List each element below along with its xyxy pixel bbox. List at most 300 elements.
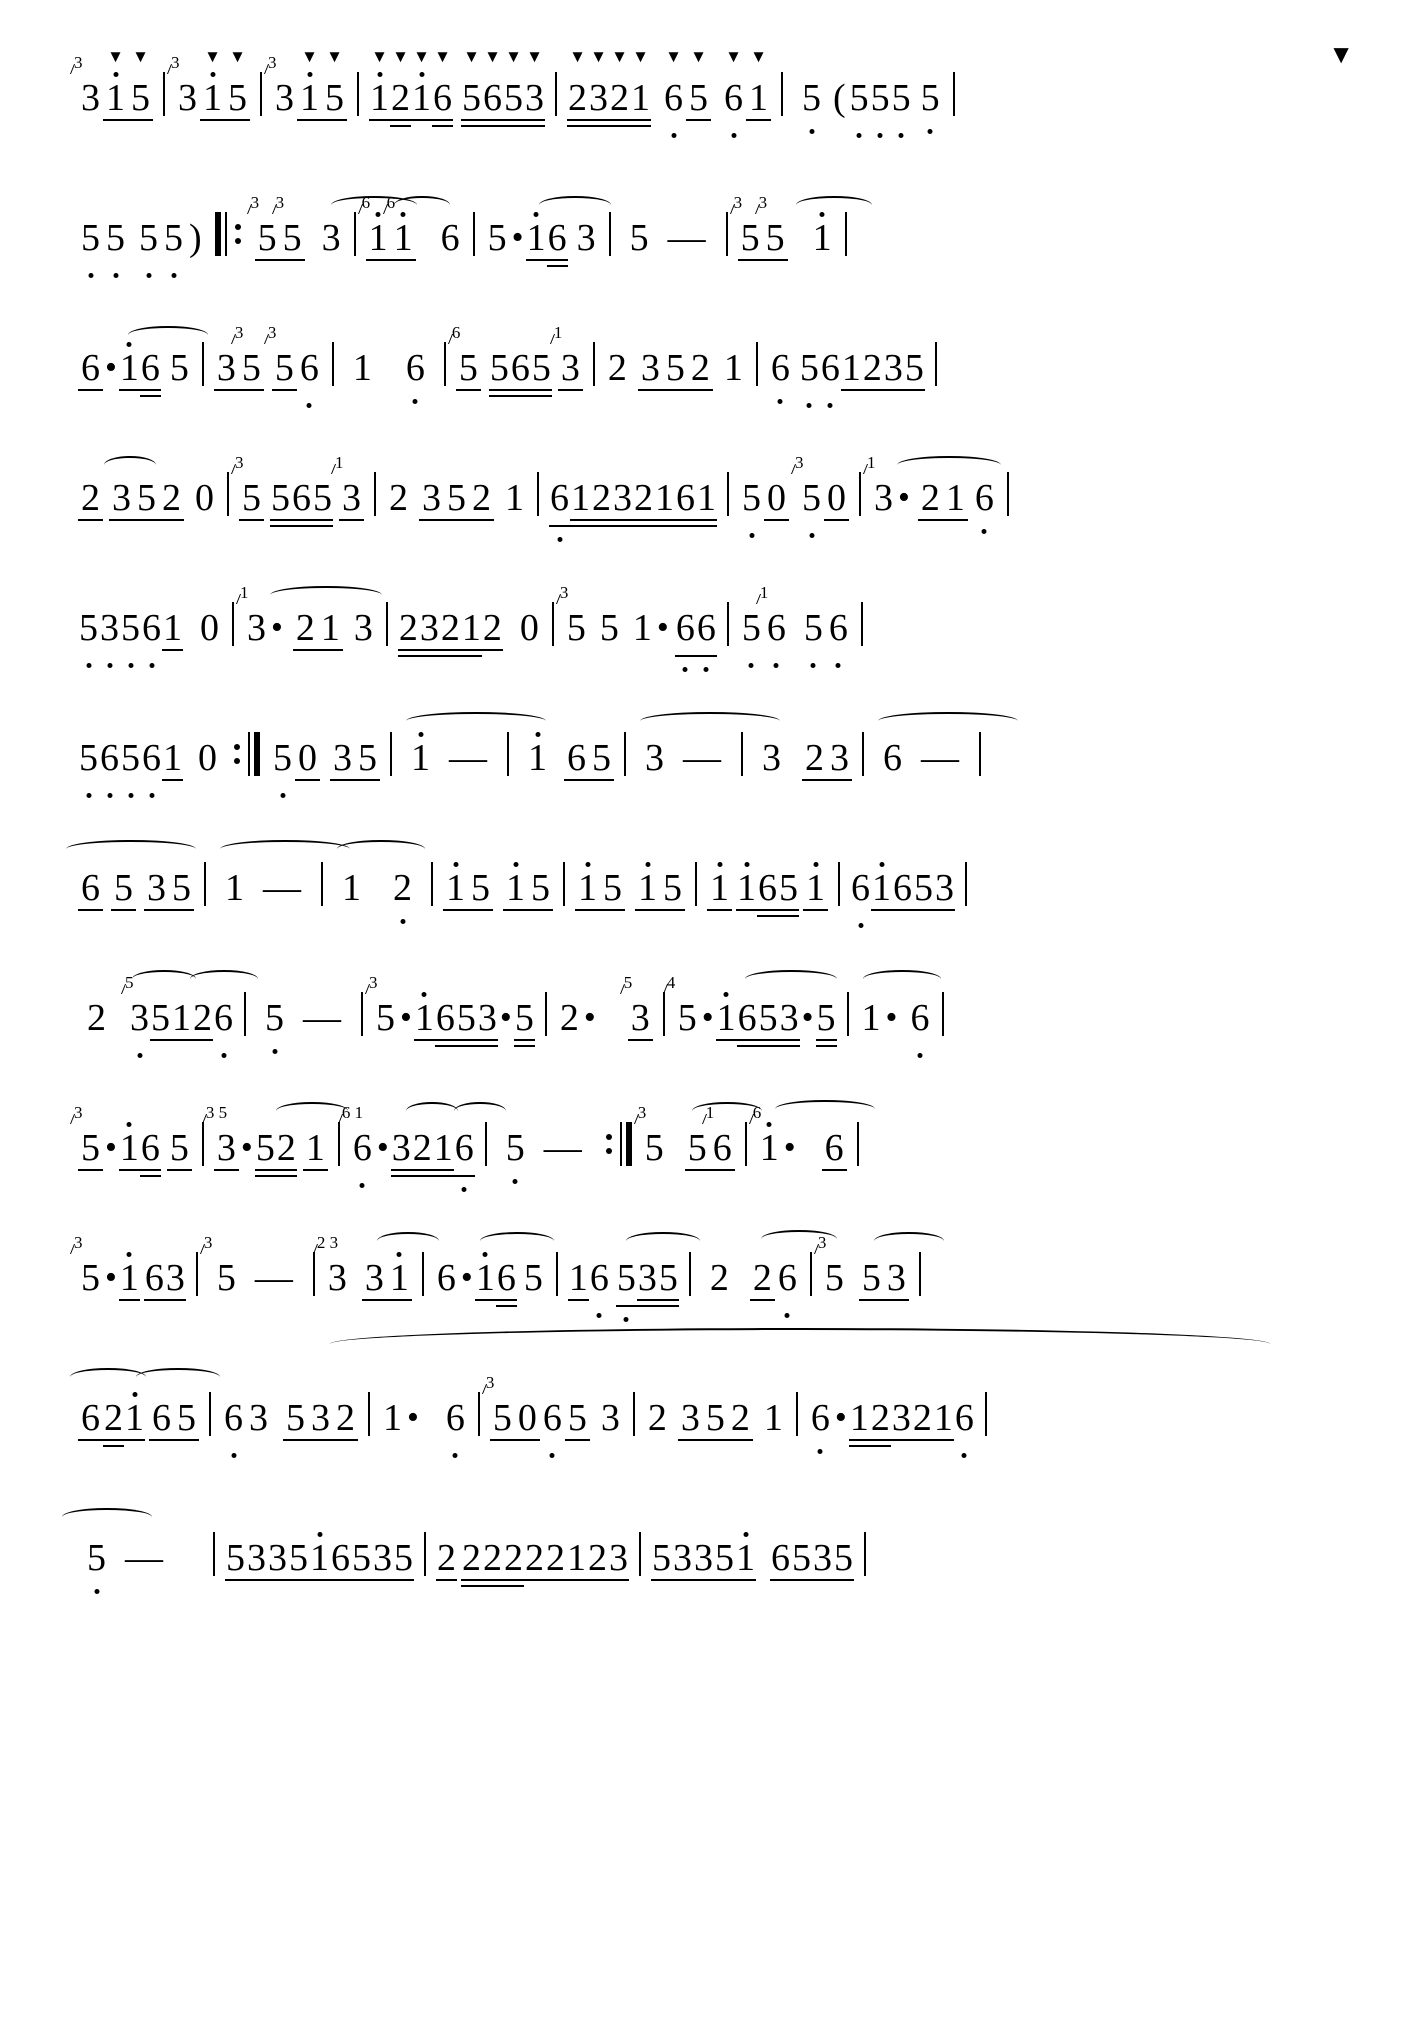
note: 3	[419, 476, 444, 520]
repeat-start-sign	[215, 212, 245, 256]
barline	[726, 212, 728, 256]
note: 1	[723, 347, 743, 389]
note: ▼ 1	[631, 47, 650, 119]
vibrato-icon: ▼	[750, 47, 767, 66]
note: 3	[613, 477, 632, 519]
note: 1	[933, 1397, 953, 1439]
note: 2	[647, 1397, 667, 1439]
dotted-rhythm-dot: •	[834, 1399, 847, 1436]
note: 2	[440, 607, 460, 649]
music-line-4	[0, 390, 1404, 520]
note: 1 6	[710, 1126, 735, 1170]
note: 5	[523, 1257, 543, 1299]
note: 2	[688, 346, 713, 390]
barline	[593, 342, 595, 386]
note: 3	[883, 347, 903, 389]
barline	[745, 1122, 747, 1166]
slur	[337, 840, 425, 858]
note: 1	[505, 477, 524, 519]
note: 4 5	[666, 973, 697, 1039]
note: 5	[355, 736, 380, 780]
measure	[752, 1103, 847, 1170]
grace-note: 6	[451, 323, 461, 342]
measure	[74, 47, 153, 120]
slur	[70, 1368, 146, 1386]
note: 5	[616, 1257, 636, 1299]
note: 1	[841, 347, 861, 389]
note: 6	[851, 867, 870, 909]
note: 3	[330, 736, 355, 780]
note: 5	[255, 1127, 275, 1169]
grace-note: 3	[235, 453, 244, 472]
slur	[406, 1102, 458, 1120]
note: 3	[694, 1537, 713, 1579]
note: 6	[768, 346, 793, 390]
note: 6	[550, 477, 569, 519]
barline	[838, 862, 840, 906]
grace-note: 1	[240, 583, 249, 602]
note: 1	[737, 867, 756, 909]
measure	[434, 1256, 546, 1300]
measure	[74, 1233, 186, 1300]
barline	[965, 862, 967, 906]
note: 3	[779, 997, 799, 1039]
note: 1	[519, 736, 556, 780]
barline	[537, 472, 539, 516]
note: 1	[655, 477, 674, 519]
measure	[436, 1536, 629, 1580]
barline	[935, 342, 937, 386]
note: ▼ 5	[225, 76, 250, 120]
note: 2	[482, 607, 502, 649]
grace-note: 1	[867, 453, 876, 472]
note: 5	[652, 1537, 671, 1579]
note: 3	[600, 1397, 620, 1439]
note: 1	[172, 997, 191, 1039]
note: 6	[589, 1257, 609, 1299]
note: 3 5	[637, 1103, 664, 1169]
note: 1	[635, 866, 660, 910]
note: ▼ 6	[661, 76, 686, 120]
slur	[220, 840, 350, 858]
note: 6	[775, 1256, 800, 1300]
vibrato-icon: ▼	[569, 47, 586, 66]
note: 3	[308, 1396, 333, 1440]
slur	[136, 1368, 220, 1386]
measure	[78, 973, 234, 1040]
dotted-rhythm-dot: •	[656, 609, 669, 646]
note: ▼ 5	[128, 76, 153, 120]
grace-note: 3	[485, 1373, 495, 1392]
note: 3	[144, 866, 169, 910]
note: 3	[884, 1256, 909, 1300]
note: 5	[565, 1396, 590, 1440]
note: 3	[165, 1257, 185, 1299]
grace-note: 3	[203, 1233, 213, 1252]
barline	[478, 1392, 480, 1436]
note: 3	[678, 1396, 703, 1440]
barline	[386, 602, 388, 646]
note: 1	[310, 1537, 329, 1579]
barline	[624, 732, 626, 776]
sustain-dash: —	[667, 217, 706, 259]
measure	[497, 1126, 592, 1170]
note: 1	[567, 1537, 586, 1579]
note: 1	[119, 347, 139, 389]
note: 3 5	[280, 216, 305, 260]
grace-note: 4	[666, 973, 676, 992]
barline	[473, 212, 475, 256]
measure	[575, 866, 685, 910]
note: 6	[758, 867, 777, 909]
note: 3	[391, 1127, 411, 1169]
vibrato-icon: ▼	[229, 47, 246, 66]
note: 6	[78, 1396, 103, 1440]
note: ▼ 5	[686, 76, 711, 120]
note: 6	[292, 477, 311, 519]
note: 2	[483, 1537, 502, 1579]
note: 3 5	[255, 216, 280, 260]
note: 3	[321, 217, 341, 259]
note: 0	[824, 476, 849, 520]
dotted-rhythm-dot: •	[105, 349, 117, 386]
barline	[857, 1122, 859, 1166]
measure	[225, 1536, 414, 1580]
barline	[321, 862, 323, 906]
note: 5	[121, 737, 140, 779]
note: 3	[609, 1537, 628, 1579]
measure	[270, 736, 380, 780]
measure	[361, 193, 463, 260]
note: 3 3	[268, 53, 294, 119]
note: 5	[859, 1256, 884, 1300]
note: 2	[437, 1537, 456, 1579]
music-line-12	[0, 1440, 1404, 1580]
barline	[953, 72, 955, 116]
barline	[204, 862, 206, 906]
music-line-11	[0, 1300, 1404, 1440]
note: 1	[303, 1126, 328, 1170]
note: 3	[247, 1537, 266, 1579]
measure	[874, 736, 969, 780]
note: ▼ 6	[433, 47, 452, 119]
grace-note: 3 5	[205, 1103, 228, 1122]
note: 5	[918, 76, 943, 120]
note: 2	[293, 606, 318, 650]
dotted-rhythm-dot: •	[240, 1129, 253, 1166]
slur	[276, 1102, 348, 1120]
vibrato-icon: ▼	[326, 47, 343, 66]
note: 5	[531, 347, 551, 389]
note: 2	[634, 477, 653, 519]
note: 3 5	[738, 216, 763, 260]
measure	[793, 76, 943, 120]
measure	[171, 47, 250, 120]
note: 0	[515, 1396, 540, 1440]
barline	[919, 1252, 921, 1296]
grace-note: 3	[817, 1233, 827, 1252]
note: 3	[673, 1537, 692, 1579]
note: 6 1	[391, 216, 416, 260]
measure	[78, 1396, 199, 1440]
note: 6	[454, 1127, 474, 1169]
slur	[878, 712, 1018, 730]
note: 1 6	[764, 606, 789, 650]
note: 3	[477, 997, 497, 1039]
note: ▼ 2	[568, 47, 587, 119]
grace-note: 3	[559, 583, 569, 602]
sustain-dash: —	[303, 997, 341, 1039]
barline	[942, 992, 944, 1036]
note: 3 5	[799, 476, 824, 520]
grace-note: 2 3	[316, 1233, 339, 1252]
note: 5	[256, 996, 293, 1040]
measure	[240, 583, 376, 650]
note: 6	[564, 736, 589, 780]
note: 1	[872, 867, 891, 909]
note: 1	[119, 1257, 139, 1299]
note: 5	[270, 736, 295, 780]
sustain-dash: —	[125, 1537, 163, 1579]
note: 2	[546, 1537, 565, 1579]
note: 3 5	[239, 476, 264, 520]
note: 1	[119, 1127, 139, 1169]
note: 0	[295, 736, 320, 780]
note: 3	[935, 867, 954, 909]
slur	[406, 712, 546, 730]
barline	[861, 602, 863, 646]
grace-note: 3	[733, 193, 743, 212]
note: 2 3 3	[316, 1233, 347, 1299]
barline	[796, 1392, 798, 1436]
measure	[333, 866, 421, 910]
measure	[701, 1256, 800, 1300]
slur	[796, 196, 872, 214]
note: 3	[762, 737, 781, 779]
grace-note: 3	[171, 53, 180, 72]
measure	[605, 346, 746, 390]
barline	[556, 1252, 558, 1296]
note: 3	[109, 476, 134, 520]
paren-open: (	[833, 77, 846, 119]
barline	[202, 342, 204, 386]
note: 5	[103, 216, 128, 260]
barline	[810, 1252, 812, 1296]
vibrato-icon: ▼	[665, 47, 682, 66]
note: 6	[214, 997, 233, 1039]
note: 6	[737, 997, 757, 1039]
barline	[727, 472, 729, 516]
note: 1	[163, 607, 182, 649]
note: 5	[849, 77, 869, 119]
barline	[781, 72, 783, 116]
dotted-rhythm-dot: •	[460, 1259, 473, 1296]
note: 3 5	[817, 1233, 844, 1299]
grace-note: 1	[759, 583, 769, 602]
note: 6	[883, 737, 902, 779]
vibrato-icon: ▼	[413, 47, 430, 66]
note: 5	[136, 216, 161, 260]
note: 5	[169, 866, 194, 910]
note: 6	[100, 737, 119, 779]
note: 5	[891, 77, 911, 119]
note: 5	[174, 1396, 199, 1440]
measure	[645, 1396, 786, 1440]
note: 5	[497, 1126, 534, 1170]
barline	[444, 342, 446, 386]
barline	[545, 992, 547, 1036]
barline	[847, 992, 849, 1036]
note: 2	[384, 866, 421, 910]
measure	[369, 47, 545, 120]
note: 5	[792, 1537, 811, 1579]
note: 6	[221, 1396, 246, 1440]
note: 2	[592, 477, 611, 519]
barline	[374, 472, 376, 516]
measure	[250, 193, 344, 260]
note: ▼ 5	[504, 47, 523, 119]
note: 1	[632, 607, 652, 649]
note: 5	[121, 607, 140, 649]
note: 0	[195, 477, 214, 519]
barline	[485, 1122, 487, 1166]
grace-note: 1	[553, 323, 563, 342]
note: 1	[461, 607, 481, 649]
note: 5	[313, 477, 332, 519]
barline	[741, 732, 743, 776]
note: 5	[739, 606, 764, 650]
barline	[695, 862, 697, 906]
note: 6	[954, 1397, 974, 1439]
music-line-2	[0, 120, 1404, 260]
note: 6	[140, 347, 160, 389]
grace-note: 3	[795, 453, 804, 472]
grace-note: 5	[623, 973, 633, 992]
note: 3 5	[78, 1126, 103, 1170]
measure	[485, 216, 599, 260]
note: 6	[496, 1257, 516, 1299]
vibrato-icon: ▼	[107, 47, 124, 66]
note: 6	[78, 866, 103, 910]
dotted-rhythm-dot: •	[885, 999, 898, 1036]
note: 5	[528, 866, 553, 910]
grace-note: 3	[758, 193, 768, 212]
note: 1 3	[867, 453, 893, 519]
measure	[203, 1233, 303, 1300]
note: 1	[716, 997, 736, 1039]
note: ▼ 6	[721, 76, 746, 120]
note: 6 1	[757, 1126, 782, 1170]
note: 2	[193, 997, 212, 1039]
barline	[633, 1392, 635, 1436]
note: 1	[568, 1257, 588, 1299]
note: 2	[802, 736, 827, 780]
note: 6	[826, 606, 851, 650]
measure	[733, 193, 835, 260]
note: 5	[600, 866, 625, 910]
note: 6	[443, 1396, 468, 1440]
note: 3	[638, 346, 663, 390]
measure	[485, 1373, 623, 1440]
note: 2	[870, 1397, 890, 1439]
measure	[386, 476, 527, 520]
measure	[519, 736, 614, 780]
note: 5	[658, 1257, 678, 1299]
grace-note: 1	[335, 453, 344, 472]
music-line-5	[0, 520, 1404, 650]
music-line-7	[0, 780, 1404, 910]
measure	[78, 1536, 173, 1580]
note: 3	[419, 607, 439, 649]
measure	[402, 736, 497, 780]
slur	[775, 1100, 875, 1118]
note: 3 5	[239, 346, 264, 390]
note: 1	[943, 476, 968, 520]
barline	[756, 342, 758, 386]
measure	[768, 346, 925, 390]
note: 3	[100, 607, 119, 649]
measure	[850, 866, 955, 910]
note: 5	[685, 1126, 710, 1170]
note: 2	[728, 1396, 753, 1440]
note: 5	[78, 1536, 115, 1580]
note: 2	[389, 477, 408, 519]
sustain-dash: —	[683, 737, 721, 779]
note: 3	[362, 1256, 387, 1300]
repeat-end-sign	[602, 1122, 632, 1166]
note: 2	[78, 476, 103, 520]
paren-close: )	[189, 217, 202, 259]
note: 1	[433, 1127, 453, 1169]
measure	[739, 453, 849, 520]
measure	[369, 973, 535, 1040]
barline	[209, 1392, 211, 1436]
note: 5	[589, 736, 614, 780]
note: 6	[149, 1396, 174, 1440]
note: 1	[163, 737, 182, 779]
note: 2	[333, 1396, 358, 1440]
note: 1	[225, 867, 244, 909]
barline	[689, 1252, 691, 1296]
note: 6	[907, 996, 932, 1040]
grace-note: 3	[74, 1103, 83, 1122]
note: 5	[834, 1537, 853, 1579]
measure	[78, 476, 217, 520]
measure	[205, 1103, 328, 1170]
grace-note: 6	[752, 1103, 762, 1122]
note: 5	[283, 1396, 308, 1440]
measure	[568, 1256, 679, 1300]
note: 1	[414, 997, 434, 1039]
note: 3 5	[203, 1233, 236, 1299]
measure	[567, 47, 771, 120]
note: 3	[373, 1537, 392, 1579]
barline	[555, 72, 557, 116]
note: 2	[462, 1537, 481, 1579]
barline	[552, 602, 554, 646]
note: 6	[696, 607, 716, 649]
note: 3	[214, 346, 239, 390]
measure	[859, 996, 933, 1040]
note: 5	[79, 607, 98, 649]
measure	[344, 346, 434, 390]
vibrato-icon: ▼	[434, 47, 451, 66]
note: 5	[870, 77, 890, 119]
vibrato-icon: ▼	[132, 47, 149, 66]
measure	[74, 1103, 192, 1170]
dotted-rhythm-dot: •	[898, 479, 910, 516]
note: 1	[763, 1397, 783, 1439]
